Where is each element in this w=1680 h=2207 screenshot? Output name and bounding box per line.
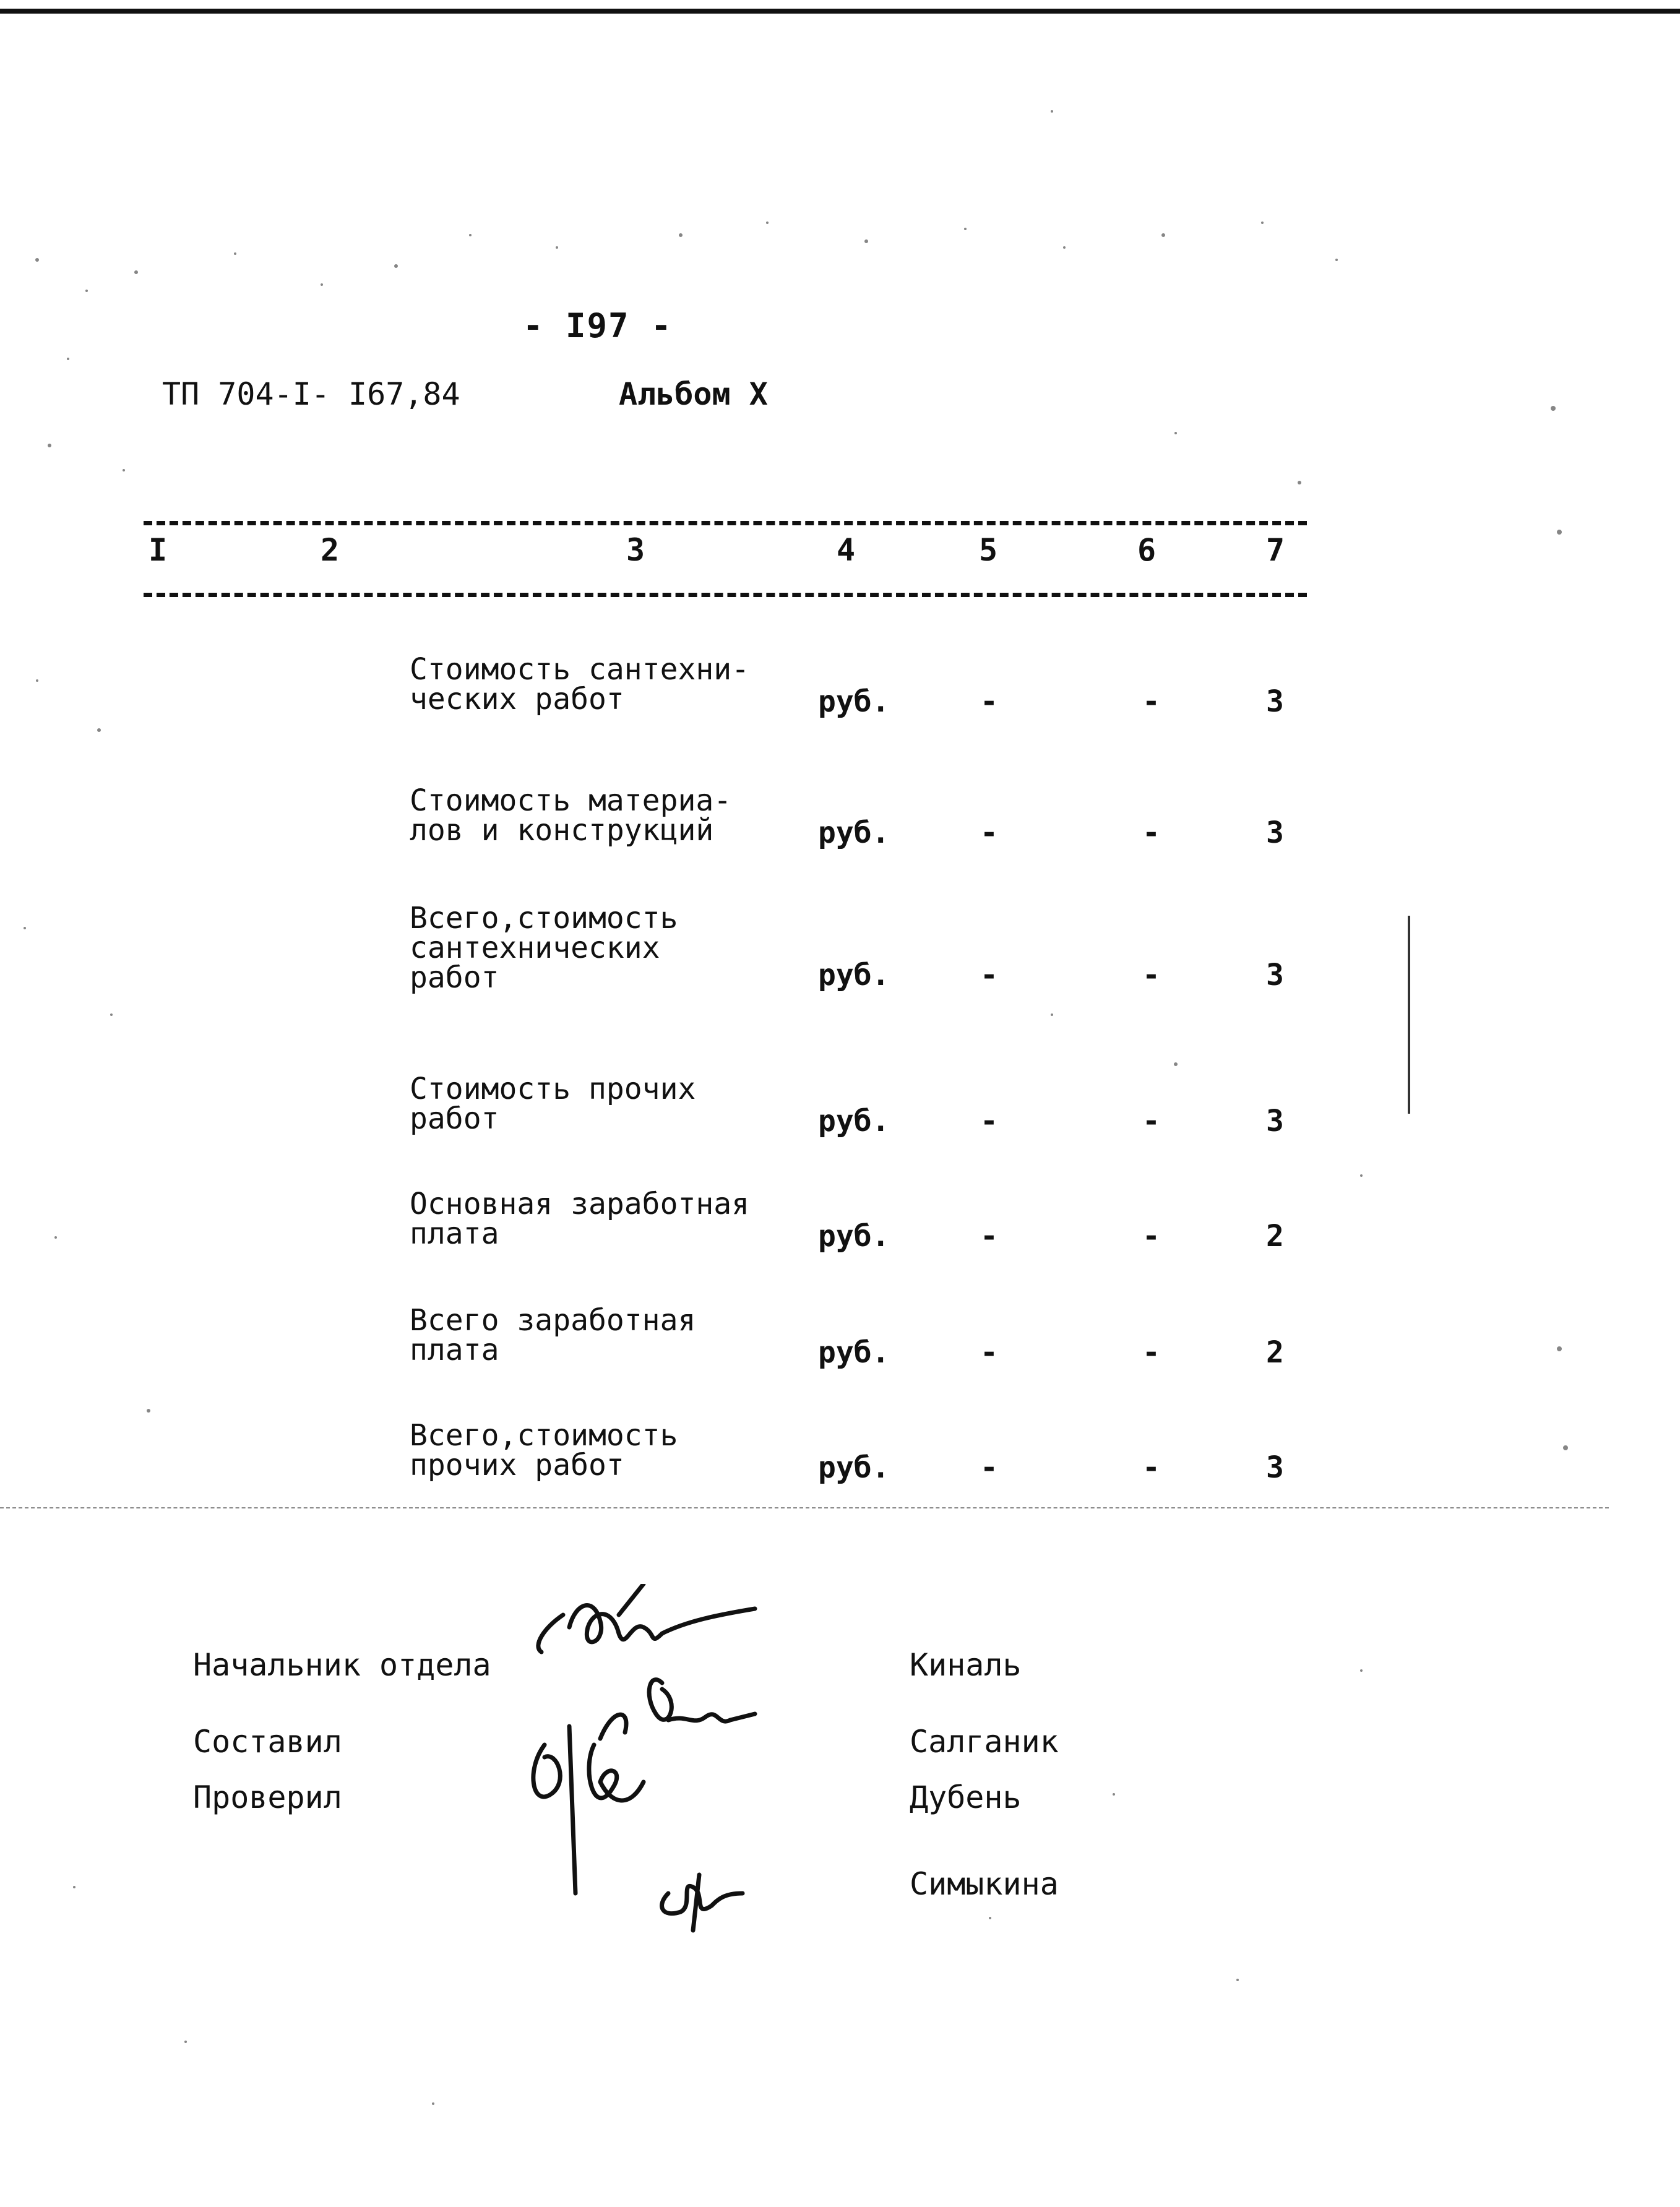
row-col6: - — [1142, 958, 1160, 992]
row-label-sanitary-works: Стоимость сантехни- ческих работ — [410, 652, 750, 716]
row-unit: руб. — [818, 1450, 890, 1485]
row-col7: 3 — [1266, 684, 1284, 719]
table-header-top-rule — [144, 521, 1307, 525]
row-col7: 3 — [1266, 1104, 1284, 1138]
page-number: - I97 - — [523, 306, 673, 345]
row-col6: - — [1142, 1450, 1160, 1485]
column-number-1: I — [149, 532, 168, 568]
row-col5: - — [980, 1335, 998, 1370]
row-col6: - — [1142, 815, 1160, 850]
compiled-by-role: Составил — [193, 1724, 342, 1760]
row-col7: 2 — [1266, 1335, 1284, 1370]
row-unit: руб. — [818, 684, 890, 719]
document-code: ТП 704-I- I67,84 — [162, 376, 460, 412]
column-number-7: 7 — [1266, 532, 1285, 568]
compiled-by-name: Салганик — [910, 1724, 1059, 1760]
row-label-other-works: Стоимость прочих работ — [410, 1072, 696, 1136]
checked-by-name: Дубень — [910, 1779, 1022, 1815]
row-unit: руб. — [818, 1104, 890, 1138]
row-label-total-salary: Всего заработная плата — [410, 1303, 696, 1367]
head-of-department-name: Киналь — [910, 1647, 1022, 1683]
row-col5: - — [980, 1219, 998, 1254]
row-col7: 3 — [1266, 815, 1284, 850]
head-of-department-role: Начальник отдела — [193, 1647, 491, 1683]
row-col7: 3 — [1266, 958, 1284, 992]
handwritten-signatures — [507, 1584, 854, 1968]
album-label: Альбом X — [619, 376, 768, 412]
row-label-total-other: Всего,стоимость прочих работ — [410, 1418, 678, 1482]
column-number-5: 5 — [979, 532, 998, 568]
table-header-bottom-rule — [144, 593, 1307, 597]
row-col5: - — [980, 958, 998, 992]
checked-by-role: Проверил — [193, 1779, 342, 1815]
row-col5: - — [980, 684, 998, 719]
row-col6: - — [1142, 1104, 1160, 1138]
margin-mark — [1408, 916, 1410, 1114]
row-col5: - — [980, 1104, 998, 1138]
row-label-base-salary: Основная заработная плата — [410, 1187, 750, 1251]
column-number-2: 2 — [321, 532, 340, 568]
row-col6: - — [1142, 1219, 1160, 1254]
row-label-materials: Стоимость материа- лов и конструкций — [410, 783, 732, 848]
column-number-4: 4 — [837, 532, 856, 568]
column-number-6: 6 — [1137, 532, 1157, 568]
column-number-3: 3 — [626, 532, 645, 568]
row-unit: руб. — [818, 958, 890, 992]
row-label-total-sanitary: Всего,стоимость сантехнических работ — [410, 901, 678, 995]
row-col7: 2 — [1266, 1219, 1284, 1254]
extra-signatory-name: Симыкина — [910, 1866, 1059, 1902]
table-bottom-rule — [0, 1507, 1609, 1508]
row-col6: - — [1142, 1335, 1160, 1370]
row-col5: - — [980, 815, 998, 850]
row-col6: - — [1142, 684, 1160, 719]
row-col5: - — [980, 1450, 998, 1485]
row-col7: 3 — [1266, 1450, 1284, 1485]
top-border — [0, 9, 1680, 14]
row-unit: руб. — [818, 1335, 890, 1370]
row-unit: руб. — [818, 1219, 890, 1254]
row-unit: руб. — [818, 815, 890, 850]
